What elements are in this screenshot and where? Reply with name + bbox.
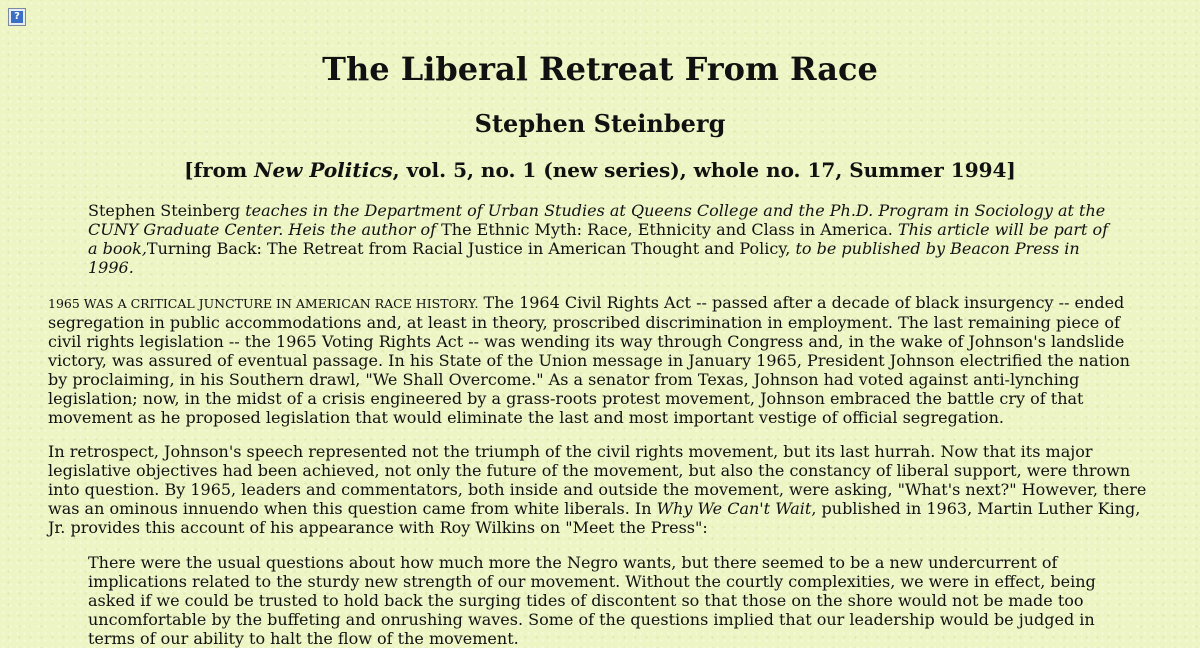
bio-book-2: Turning Back: The Retreat from Racial Justice in American Thought and Policy, <box>146 239 791 258</box>
bio-text-3: to be published by Beacon Press in 1996. <box>88 239 1080 277</box>
bio-text-1: teaches in the Department of Urban Studies at Queens College and the Ph.D. Program in Sociology at the CUNY Graduate Center. Heis the author of <box>88 201 1106 239</box>
help-icon[interactable] <box>8 8 26 26</box>
paragraph-2-text-1: In retrospect, Johnson's speech represented not the triumph of the civil rights movement, but its last hurrah. Now that its major legislative objectives had been achieved, not only the future of the movement, but also the constancy of liberal support, were thrown into question. By 1965, leaders and commentators, both inside and outside the movement, were asking, "What's next?" However, there was an ominous innuendo when this question came from white liberals. In <box>48 442 1147 518</box>
journal-name: New Politics <box>254 158 393 182</box>
paragraph-2-book: Why We Can't Wait <box>656 499 812 518</box>
block-quote: There were the usual questions about how much more the Negro wants, but there seemed to be a new undercurrent of implications related to the sturdy new strength of our movement. Without the courtly complexities, we were in effect, being asked if we could be trusted to hold back the surging tides of discontent so that those on the shore would not be made too uncomfortable by the buffeting and onrushing waves. Some of the questions implied that our leadership would be judged in terms of our ability to halt the flow of the movement. <box>88 553 1096 648</box>
source-suffix: , vol. 5, no. 1 (new series), whole no. 17, Summer 1994] <box>392 158 1016 182</box>
bio-text-2: This article will be part of a book, <box>88 220 1109 258</box>
bio-name: Stephen Steinberg <box>88 201 241 220</box>
paragraph-1-lead: 1965 WAS A CRITICAL JUNCTURE IN AMERICAN RACE HISTORY. <box>48 296 479 311</box>
article-title: The Liberal Retreat From Race <box>322 50 878 88</box>
source-prefix: [from <box>184 158 255 182</box>
paragraph-2-text-2: , published in 1963, Martin Luther King, Jr. provides this account of his appearance with Roy Wilkins on "Meet the Press": <box>48 499 1141 537</box>
publication-source <box>0 157 1200 183</box>
paragraph-2 <box>48 442 1152 537</box>
author-bio <box>88 201 1118 277</box>
paragraph-1 <box>48 293 1152 427</box>
article-author: Stephen Steinberg <box>474 109 726 138</box>
paragraph-1-body: The 1964 Civil Rights Act -- passed after a decade of black insurgency -- ended segregation in public accommodations and, at least in theory, proscribed discrimination in employment. The last remaining piece of civil rights legislation -- the 1965 Voting Rights Act -- was wending its way through Congress and, in the wake of Johnson's landslide victory, was assured of eventual passage. In his State of the Union message in January 1965, President Johnson electrified the nation by proclaiming, in his Southern drawl, "We Shall Overcome." As a senator from Texas, Johnson had voted against anti-lynching legislation; now, in the midst of a crisis engineered by a grass-roots protest movement, Johnson embraced the battle cry of that movement as he proposed legislation that would eliminate the last and most important vestige of official segregation. <box>48 293 1130 427</box>
question-mark-icon: ? <box>11 11 23 23</box>
bio-book-1: The Ethnic Myth: Race, Ethnicity and Class in America. <box>441 220 893 239</box>
